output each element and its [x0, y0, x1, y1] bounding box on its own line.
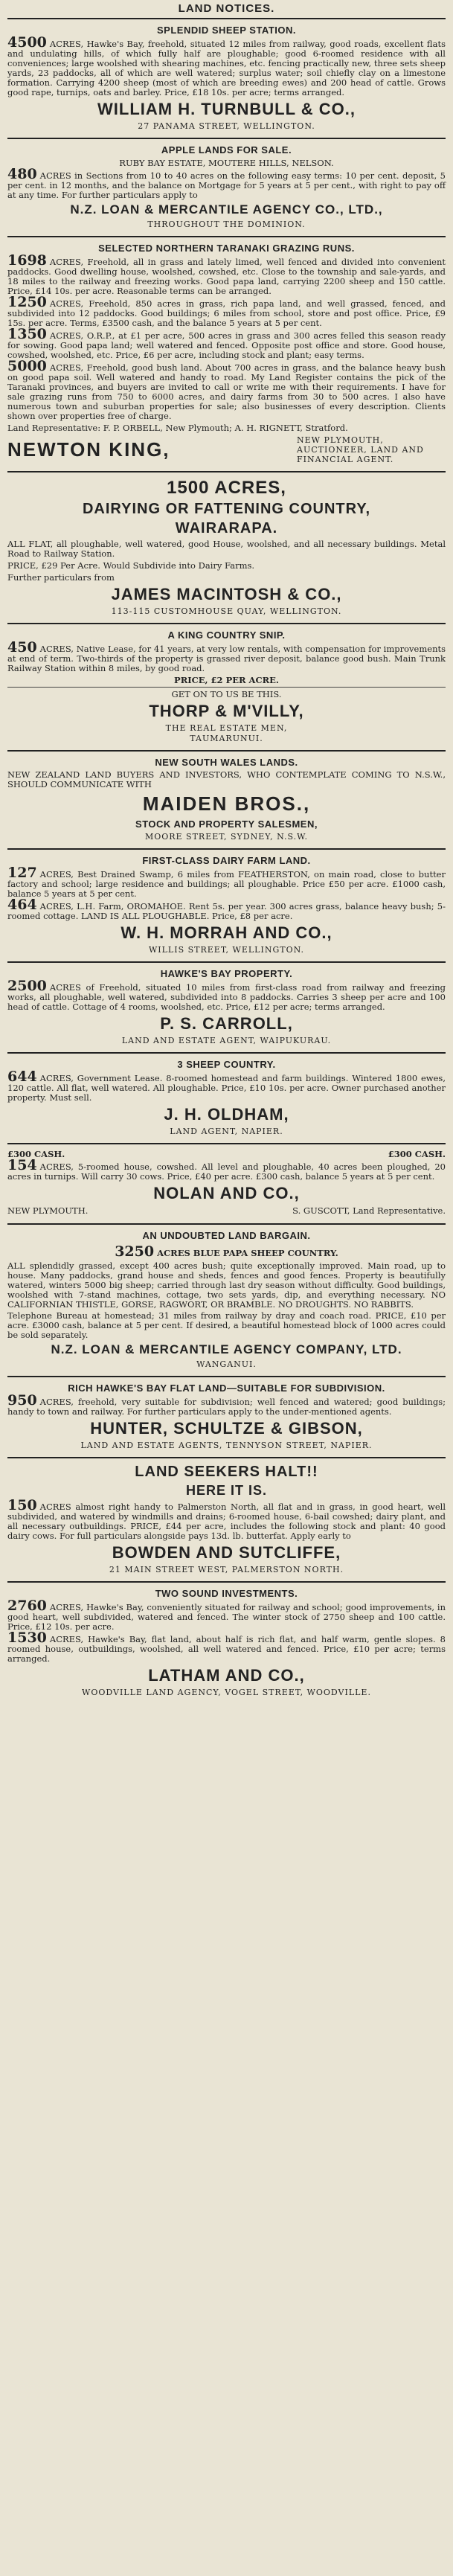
ad-title: LAND SEEKERS HALT!! — [135, 1464, 318, 1480]
firm-subtitle: THE REAL ESTATE MEN, — [165, 723, 288, 733]
acres-figure: 2760 — [7, 1598, 47, 1614]
firm-address: WILLIS STREET, WELLINGTON. — [148, 945, 305, 955]
land-representative: Land Representative: F. P. ORBELL, New Plymouth; A. H. RIGNETT, Stratford. — [7, 423, 348, 433]
firm-name: LATHAM AND CO., — [148, 1666, 305, 1685]
listing-text: ACRES, Freehold, good bush land. About 700 acres in grass, and the balance heavy bush on good papa soil. Well watered and handy to road. My Land Register contains the pick of the Taranaki provinces, and buyers are invited to call or write me with their requirements. I have for sale grazing runs from 750 to 6000 acres, and dairy farms from 30 to 500 acres. I also have numerous town and suburban properties for sale; also businesses of every description. Clients shown over properties free of charge. — [7, 362, 446, 421]
ad-title: DAIRYING OR FATTENING COUNTRY, — [82, 501, 371, 517]
listing-text: ACRES, Freehold, all in grass and lately limed, well fenced and divided into convenient paddocks. Good dwelling house, woolshed, cowshed, etc. Close to the township and sale-yards, and 18 miles to the railway and freezing works. Good papa land, carrying 2200 sheep and 150 cattle. Price, £14 10s. per acre. Reasonable terms can be arranged. — [7, 257, 446, 296]
ad-body: ALL splendidly grassed, except 400 acres bush; quite exceptionally improved. Main road, up to house. Many paddocks, grand house and sheds, fences and good fences. Property is beautifully watered, winters 5000 big sheep; carried through last dry season without difficulty. Good buildings, woolshed with 7-stand machines, cottage, two sets yards, dip, and everything necessary. NO CALIFORNIAN THISTLE, GORSE, RAGWORT, OR BRAMBLE. NO DROUGHTS. NO RABBITS. — [7, 1260, 446, 1310]
ad-heading: RICH HAWKE'S BAY FLAT LAND—SUITABLE FOR SUBDIVISION. — [68, 1382, 385, 1394]
firm-name: WILLIAM H. TURNBULL & CO., — [97, 100, 356, 118]
divider — [7, 1376, 446, 1377]
divider — [7, 236, 446, 237]
listing-text: ACRES, Hawke's Bay, conveniently situated for railway and school; good improvements, in good heart, well subdivided, watered and fenced. The winter stock of 2750 sheep and 100 cattle. Price, £12 10s. per acre. — [7, 1602, 446, 1632]
divider — [7, 1223, 446, 1225]
price: PRICE, £29 Per Acre. Would Subdivide into Dairy Farms. — [7, 560, 255, 571]
further-particulars: Further particulars from — [7, 572, 115, 583]
acres-figure: 1530 — [7, 1630, 47, 1646]
acres-figure: 5000 — [7, 358, 47, 374]
ad-subheading: RUBY BAY ESTATE, MOUTERE HILLS, NELSON. — [119, 158, 334, 168]
ad-morrah — [7, 851, 446, 958]
ad-title: HERE IT IS. — [185, 1483, 267, 1498]
ad-heading: HAWKE'S BAY PROPERTY. — [160, 968, 293, 979]
acres-figure: 2500 — [7, 978, 47, 994]
ad-body: ACRES, freehold, very suitable for subdivision; well fenced and watered; good buildings; handy to town and railway. For further particulars apply to the under-mentioned agents. — [7, 1397, 446, 1417]
ad-nolan — [7, 1146, 446, 1220]
listing — [7, 326, 446, 360]
acres-figure: 1698 — [7, 252, 47, 269]
listing-text: ACRES, Freehold, 850 acres in grass, rich papa land, and well grassed, fenced, and subdivided into 12 paddocks. Good buildings; 6 miles from school, store and post office. Price, £9 15s. per acre. Terms, £3500 cash, and the balance 5 years at 5 per cent. — [7, 298, 446, 328]
firm-subtitle: LAND AGENT, NAPIER. — [170, 1127, 283, 1136]
firm-address: 21 MAIN STREET WEST, PALMERSTON NORTH. — [109, 1565, 344, 1574]
firm-subtitle: LAND AND ESTATE AGENT, WAIPUKURAU. — [121, 1036, 332, 1045]
listing-text: ACRES, Hawke's Bay, flat land, about half is rich flat, and half warm, gentle slopes. 8 roomed house, outbuildings, woolshed, all well watered and fenced. Price, £10 per acre; terms arranged. — [7, 1634, 446, 1664]
page-header: LAND NOTICES. — [178, 2, 275, 15]
ad-thorp-mvilly — [7, 626, 446, 747]
divider — [7, 138, 446, 139]
call-to-action: GET ON TO US BE THIS. — [171, 689, 282, 699]
ad-heading: AN UNDOUBTED LAND BARGAIN. — [142, 1230, 311, 1241]
ad-heading: 3 SHEEP COUNTRY. — [177, 1059, 276, 1070]
firm-name: N.Z. LOAN & MERCANTILE AGENCY CO., LTD., — [70, 202, 383, 217]
ad-body: ACRES, Hawke's Bay, freehold, situated 12 miles from railway, good roads, excellent flats and undulating hills, of which fully half are ploughable; good 6-roomed residence with all conveniences; large woolshed with shearing machines, etc. fencing practically new, three sets sheep yards, 23 paddocks, all of which are well watered; surplus water; soil chiefly clay on a limestone formation. Carrying 4200 sheep (most of which are breeding ewes) and 200 head of cattle. Grows good rape, turnips, oats and barley. Price, £18 10s. per acre; terms arranged. — [7, 39, 446, 97]
firm-subtitle: STOCK AND PROPERTY SALESMEN, — [135, 818, 318, 830]
ad-turnbull — [7, 21, 446, 135]
divider — [7, 1581, 446, 1583]
acres-figure: 1350 — [7, 326, 47, 342]
listing-text: ACRES, O.R.P., at £1 per acre, 500 acres in grass and 300 acres felled this season ready for sowing. Good papa land; well watered and fenced. Opposite post office and store. Good house, cowshed, woolshed, etc. Price, £6 per acre, including stock and plant; easy terms. — [7, 330, 446, 360]
listing — [7, 294, 446, 328]
acres-figure: 154 — [7, 1157, 37, 1173]
acres-figure: 3250 — [115, 1243, 155, 1260]
ad-body: ACRES almost right handy to Palmerston North, all flat and in grass, in good heart, well subdivided, and watered by windmills and drains; 6-roomed house, 6-bail cowshed; dairy plant, and all necessary outbuildings. PRICE, £44 per acre, includes the following stock and plant: 40 good dairy cows. For full particulars alongside pays 13d. lb. butterfat. Apply early to — [7, 1502, 446, 1541]
divider — [7, 1052, 446, 1054]
firm-subtitle: NEW PLYMOUTH, AUCTIONEER, LAND AND FINANCIAL AGENT. — [297, 435, 424, 464]
cash-label-right: £300 CASH. — [388, 1149, 446, 1159]
acres-figure: 450 — [7, 639, 37, 656]
acres-figure: 127 — [7, 865, 37, 881]
ad-body: ACRES, Native Lease, for 41 years, at very low rentals, with compensation for improvements at end of term. Two-thirds of the property is grassed river deposit, balance good bush. Main Trunk Railway Station within 8 miles, by good road. — [7, 644, 446, 673]
firm-name: BOWDEN AND SUTCLIFFE, — [112, 1543, 341, 1562]
ad-title: 1500 ACRES, — [167, 478, 286, 498]
acres-figure: 1250 — [7, 294, 47, 310]
ad-heading: SPLENDID SHEEP STATION. — [156, 25, 297, 36]
acres-figure: 950 — [7, 1392, 37, 1409]
firm-town: TAUMARUNUI. — [190, 734, 263, 743]
ad-heading: APPLE LANDS FOR SALE. — [161, 144, 292, 156]
divider — [7, 687, 446, 688]
ad-heading: NEW SOUTH WALES LANDS. — [155, 757, 298, 768]
firm-town: WANGANUI. — [196, 1359, 257, 1369]
ad-heading: TWO SOUND INVESTMENTS. — [155, 1588, 298, 1599]
ad-body: ALL FLAT, all ploughable, well watered, good House, woolshed, and all necessary buildings. Metal Road to Railway Station. — [7, 539, 446, 559]
listing — [7, 897, 446, 921]
ad-latham — [7, 1584, 446, 1701]
ad-heading: SELECTED NORTHERN TARANAKI GRAZING RUNS. — [98, 243, 355, 254]
ad-carroll — [7, 964, 446, 1049]
ad-body: NEW ZEALAND LAND BUYERS AND INVESTORS, WHO CONTEMPLATE COMING TO N.S.W., SHOULD COMMUNICATE WITH — [7, 769, 446, 789]
firm-name: THORP & M'VILLY, — [149, 702, 304, 720]
ad-heading: A KING COUNTRY SNIP. — [167, 629, 286, 641]
listing-text: ACRES, Best Drained Swamp, 6 miles from FEATHERSTON, on main road, close to butter factory and school; large residence and buildings; all ploughable. Price £50 per acre. £1000 cash, balance 5 years at 5 per cent. — [7, 869, 446, 899]
ad-title: WAIRARAPA. — [175, 520, 278, 536]
firm-address: THROUGHOUT THE DOMINION. — [147, 220, 306, 229]
listing — [7, 865, 446, 899]
firm-name: JAMES MACINTOSH & CO., — [111, 585, 342, 603]
ad-body: ACRES in Sections from 10 to 40 acres on the following easy terms: 10 per cent. deposit, 5 per cent. in 12 months, and the balance on Mortgage for 5 years at 5 per cent., with right to pay off at any time. For further particulars apply to — [7, 170, 446, 200]
land-notices-page — [7, 2, 446, 1701]
ad-body: ACRES, Government Lease. 8-roomed homestead and farm buildings. Wintered 1800 ewes, 120 cattle. All flat, well watered. All ploughable. Price, £10 10s. per acre. Owner purchased another property. Must sell. — [7, 1073, 446, 1103]
firm-name: NOLAN AND CO., — [153, 1184, 300, 1202]
divider — [7, 18, 446, 19]
firm-address: 113-115 CUSTOMHOUSE QUAY, WELLINGTON. — [111, 606, 342, 616]
acres-figure: 644 — [7, 1068, 37, 1085]
ad-body: ACRES of Freehold, situated 10 miles from first-class road from railway and freezing works, all ploughable, well watered, subdivided into 8 paddocks. Carries 3 sheep per acre and 100 head of cattle. Cottage of 4 rooms, woolshed, etc. Price, £12 per acre; terms arranged. — [7, 982, 446, 1012]
firm-name: J. H. OLDHAM, — [164, 1105, 289, 1124]
firm-name: P. S. CARROLL, — [160, 1014, 293, 1033]
acres-figure: 464 — [7, 897, 37, 913]
ad-bowden-sutcliffe — [7, 1460, 446, 1578]
cash-label-left: £300 CASH. — [7, 1149, 65, 1159]
ad-nz-loan-apple — [7, 141, 446, 233]
firm-address: 27 PANAMA STREET, WELLINGTON. — [138, 121, 315, 131]
listing-text: ACRES, L.H. Farm, OROMAHOE. Rent 5s. per year. 300 acres grass, balance heavy bush; 5-roomed cottage. LAND IS ALL PLOUGHABLE. Price, £8 per acre. — [7, 901, 446, 921]
acres-figure: 150 — [7, 1497, 37, 1513]
divider — [7, 1457, 446, 1458]
firm-address: WOODVILLE LAND AGENCY, VOGEL STREET, WOODVILLE. — [82, 1688, 371, 1697]
ad-body: ACRES, 5-roomed house, cowshed. All level and ploughable, 40 acres been ploughed, 20 acres in turnips. Will carry 30 cows. Price, £40 per acre. £300 cash, balance 5 years at 5 per cent. — [7, 1162, 446, 1182]
listing — [7, 1598, 446, 1632]
divider — [7, 750, 446, 752]
ad-hunter-schultze-gibson — [7, 1379, 446, 1454]
acres-figure: 4500 — [7, 34, 47, 51]
ad-nz-loan-wanganui — [7, 1226, 446, 1373]
divider — [7, 961, 446, 963]
firm-address: MOORE STREET, SYDNEY, N.S.W. — [144, 832, 309, 842]
firm-name: MAIDEN BROS., — [142, 792, 311, 815]
listing — [7, 358, 446, 421]
ad-oldham — [7, 1055, 446, 1140]
divider — [7, 471, 446, 472]
ad-heading: FIRST-CLASS DAIRY FARM LAND. — [142, 855, 311, 866]
firm-name: N.Z. LOAN & MERCANTILE AGENCY COMPANY, LTD. — [51, 1342, 402, 1356]
divider — [7, 1143, 446, 1144]
firm-name: NEWTON KING, — [7, 438, 170, 461]
firm-town: NEW PLYMOUTH. — [7, 1205, 89, 1216]
firm-name: HUNTER, SCHULTZE & GIBSON, — [90, 1419, 363, 1438]
ad-maiden-bros — [7, 753, 446, 845]
divider — [7, 623, 446, 624]
listing — [7, 252, 446, 296]
ad-newton-king — [7, 239, 446, 468]
price: PRICE, £2 PER ACRE. — [174, 675, 279, 685]
divider — [7, 848, 446, 850]
firm-name: W. H. MORRAH AND CO., — [121, 923, 332, 942]
ad-extra: Telephone Bureau at homestead; 31 miles from railway by dray and coach road. PRICE, £10 per acre. £3000 cash, balance at 5 per cent. If desired, a beautiful homestead block of 1000 acres could be sold separately. — [7, 1310, 446, 1340]
ad-title: ACRES BLUE PAPA SHEEP COUNTRY. — [157, 1248, 338, 1258]
ad-james-macintosh — [7, 474, 446, 620]
acres-figure: 480 — [7, 166, 37, 182]
listing — [7, 1630, 446, 1664]
land-representative: S. GUSCOTT, Land Representative. — [292, 1205, 446, 1216]
firm-subtitle: LAND AND ESTATE AGENTS, TENNYSON STREET, NAPIER. — [80, 1441, 373, 1450]
